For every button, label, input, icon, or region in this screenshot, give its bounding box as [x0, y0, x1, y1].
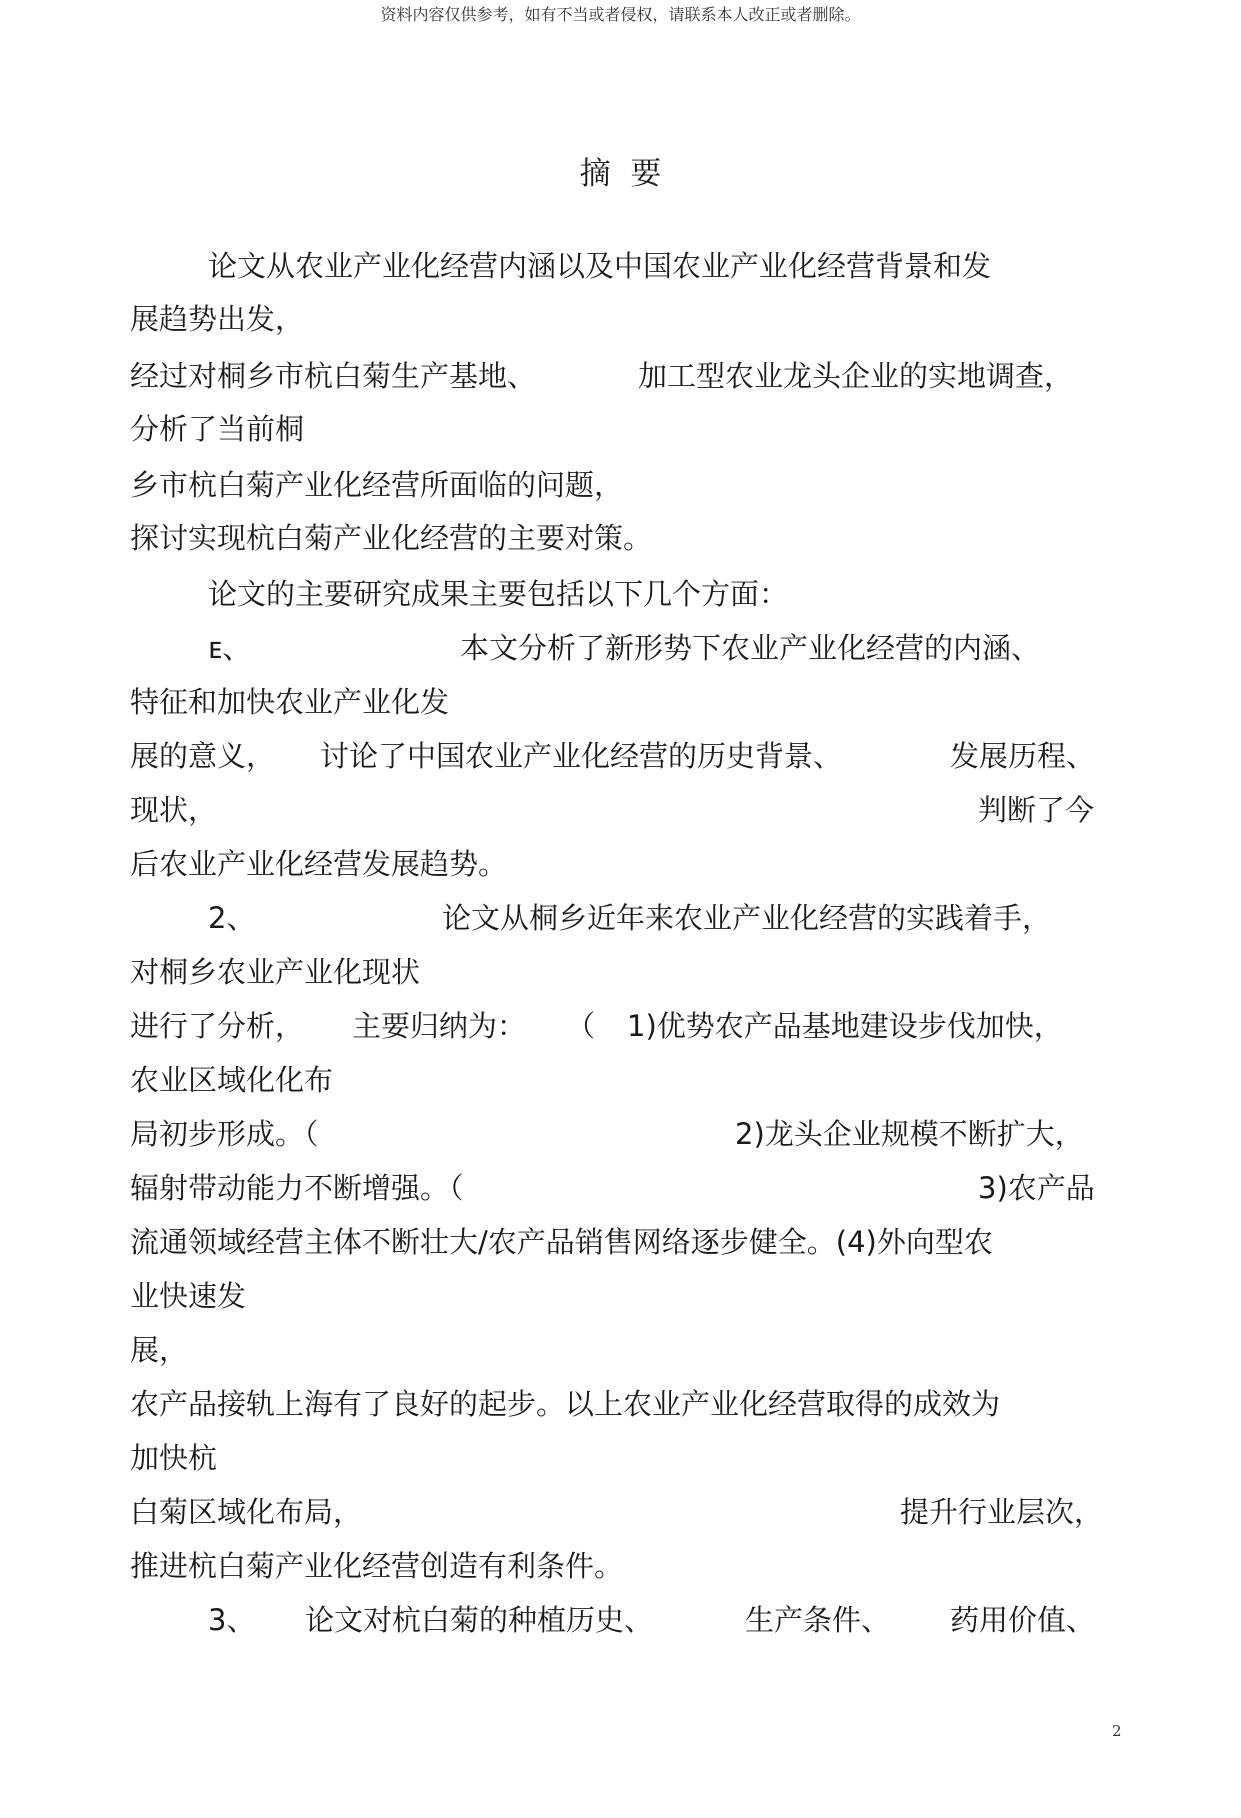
text-segment: 白菊区域化布局，: [130, 1495, 363, 1529]
text-segment: 后农业产业化经营发展趋势。: [130, 847, 508, 881]
page-title: 摘 要: [579, 156, 662, 192]
text-segment: 进行了分析，: [130, 1009, 305, 1043]
text-segment: 2)龙头企业规模不断扩大，: [735, 1117, 1084, 1151]
text-segment: 辐射带动能力不断增强。（: [130, 1171, 464, 1205]
text-segment: 对桐乡农业产业化现状: [130, 955, 421, 989]
body-line: [130, 1382, 1001, 1426]
body-line: [130, 516, 653, 560]
body-line: [130, 1274, 247, 1318]
body-line: [130, 1328, 189, 1372]
body-line: [130, 1166, 1095, 1210]
text-segment: 探讨实现杭白菊产业化经营的主要对策。: [130, 521, 653, 555]
body-line: [130, 1112, 1084, 1156]
text-segment: 农业区域化化布: [130, 1063, 334, 1097]
text-segment: 加快杭: [130, 1441, 218, 1475]
body-line: [130, 463, 624, 507]
text-segment: 特征和加快农业产业化发: [130, 685, 450, 719]
text-segment: 展，: [130, 1333, 189, 1367]
list-marker: 2、: [208, 901, 256, 935]
text-segment: 局初步形成。（: [130, 1117, 319, 1151]
text-segment: 1)优势农产品基地建设步伐加快，: [627, 1009, 1063, 1043]
text-segment: 业快速发: [130, 1279, 247, 1313]
body-line: [130, 1004, 1063, 1048]
body-line: [130, 842, 508, 886]
text-segment: 分析了当前桐: [130, 412, 305, 446]
body-line: [130, 1598, 1096, 1642]
text-segment: 现状，: [130, 793, 218, 827]
text-segment: 论文对杭白菊的种植历史、: [305, 1603, 654, 1637]
text-segment: 展的意义，: [130, 739, 276, 773]
text-segment: （: [566, 1009, 596, 1043]
list-marker: ᴇ、: [208, 631, 252, 665]
text-segment: 展趋势出发，: [130, 302, 305, 336]
text-segment: 论文从桐乡近年来农业产业化经营的实践着手，: [442, 901, 1052, 935]
body-line: [130, 1490, 1104, 1534]
text-segment: 3)农产品: [978, 1171, 1095, 1205]
body-line: [130, 1220, 993, 1264]
text-segment: 经过对桐乡市杭白菊生产基地、: [130, 359, 537, 393]
text-segment: 农产品接轨上海有了良好的起步。以上农业产业化经营取得的成效为: [130, 1387, 1001, 1421]
text-segment: 论文从农业产业化经营内涵以及中国农业产业化经营背景和发: [208, 249, 992, 283]
header-disclaimer: 资料内容仅供参考，如有不当或者侵权，请联系本人改正或者删除。: [380, 5, 861, 24]
body-line: [130, 1544, 624, 1588]
text-segment: 药用价值、: [950, 1603, 1096, 1637]
body-line: [130, 734, 1096, 778]
body-line: [130, 680, 450, 724]
body-line: [130, 354, 1074, 398]
text-segment: 主要归纳为：: [352, 1009, 527, 1043]
text-segment: 流通领域经营主体不断壮大/农产品销售网络逐步健全。(4)外向型农: [130, 1225, 993, 1259]
body-line: [130, 1436, 218, 1480]
text-segment: 乡市杭白菊产业化经营所面临的问题，: [130, 468, 624, 502]
body-line: [130, 244, 992, 288]
body-line: [130, 1058, 334, 1102]
text-segment: 本文分析了新形势下农业产业化经营的内涵、: [460, 631, 1041, 665]
body-line: [130, 950, 421, 994]
text-segment: 生产条件、: [745, 1603, 891, 1637]
text-segment: 提升行业层次，: [900, 1495, 1104, 1529]
text-segment: 论文的主要研究成果主要包括以下几个方面：: [208, 577, 789, 611]
body-line: [130, 626, 1041, 670]
text-segment: 讨论了中国农业产业化经营的历史背景、: [320, 739, 843, 773]
body-line: [130, 788, 1095, 832]
body-line: [130, 297, 305, 341]
body-line: [130, 572, 789, 616]
text-segment: 判断了今: [978, 793, 1095, 827]
body-line: [130, 896, 1052, 940]
text-segment: 加工型农业龙头企业的实地调查，: [638, 359, 1074, 393]
text-segment: 发展历程、: [950, 739, 1096, 773]
list-marker: 3、: [208, 1603, 256, 1637]
body-line: [130, 407, 305, 451]
page-number: 2: [1112, 1722, 1122, 1740]
text-segment: 推进杭白菊产业化经营创造有利条件。: [130, 1549, 624, 1583]
